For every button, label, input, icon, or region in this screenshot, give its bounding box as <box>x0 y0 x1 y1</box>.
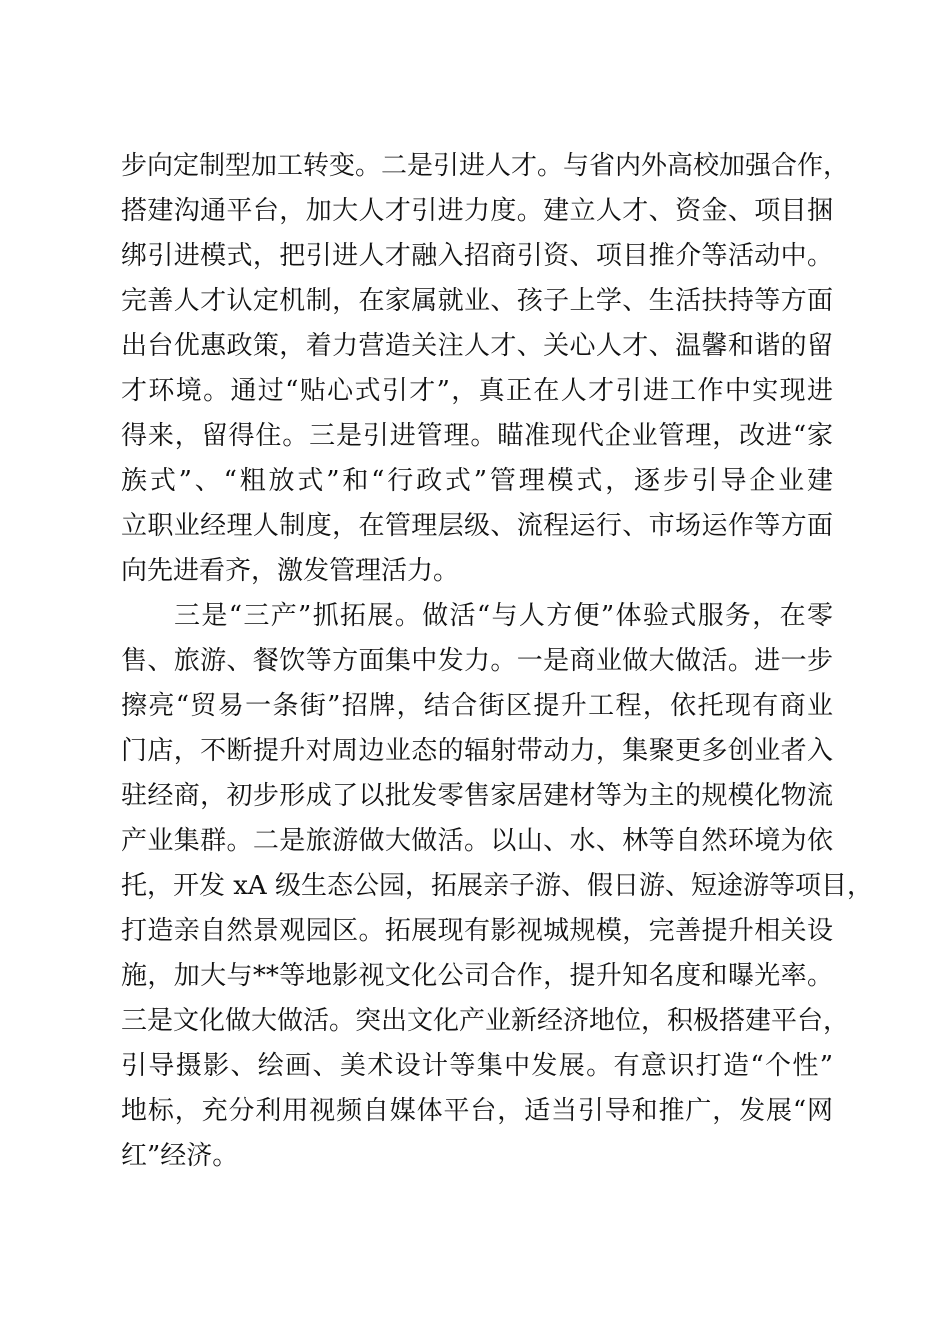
paragraph-1-line-3: 绑引进模式，把引进人才融入招商引资、项目推介等活动中。 <box>121 241 833 271</box>
paragraph-2-line-8: 打造亲自然景观园区。拓展现有影视城规模，完善提升相关设 <box>121 916 833 946</box>
paragraph-1-line-2: 搭建沟通平台，加大人才引进力度。建立人才、资金、项目捆 <box>121 196 833 226</box>
paragraph-1-line-7: 得来，留得住。三是引进管理。瞄准现代企业管理，改进“家 <box>121 421 833 451</box>
paragraph-2-line-12: 地标，充分利用视频自媒体平台，适当引导和推广，发展“网 <box>121 1096 833 1126</box>
paragraph-2-line-13: 红”经济。 <box>121 1141 239 1171</box>
paragraph-2-line-4: 门店，不断提升对周边业态的辐射带动力，集聚更多创业者入 <box>121 736 833 766</box>
paragraph-1-line-10: 向先进看齐，激发管理活力。 <box>121 556 460 586</box>
paragraph-1-line-5: 出台优惠政策，着力营造关注人才、关心人才、温馨和谐的留 <box>121 331 833 361</box>
paragraph-2-line-1: 三是“三产”抓拓展。做活“与人方便”体验式服务，在零 <box>174 601 833 631</box>
paragraph-1-line-8: 族式”、“粗放式”和“行政式”管理模式，逐步引导企业建 <box>121 466 833 496</box>
paragraph-2-line-10: 三是文化做大做活。突出文化产业新经济地位，积极搭建平台， <box>121 1006 850 1036</box>
paragraph-2-line-7: 托，开发 xA 级生态公园，拓展亲子游、假日游、短途游等项目， <box>121 871 873 901</box>
paragraph-1-line-9: 立职业经理人制度，在管理层级、流程运行、市场运作等方面 <box>121 511 833 541</box>
paragraph-2-line-6: 产业集群。二是旅游做大做活。以山、水、林等自然环境为依 <box>121 826 833 856</box>
paragraph-1-line-6: 才环境。通过“贴心式引才”，真正在人才引进工作中实现进 <box>121 376 833 406</box>
paragraph-2-line-9: 施，加大与**等地影视文化公司合作，提升知名度和曝光率。 <box>121 961 833 991</box>
paragraph-2-line-11: 引导摄影、绘画、美术设计等集中发展。有意识打造“个性” <box>121 1051 833 1081</box>
paragraph-2-line-2: 售、旅游、餐饮等方面集中发力。一是商业做大做活。进一步 <box>121 646 833 676</box>
paragraph-2-line-3: 擦亮“贸易一条街”招牌，结合街区提升工程，依托现有商业 <box>121 691 833 721</box>
paragraph-2-line-5: 驻经商，初步形成了以批发零售家居建材等为主的规模化物流 <box>121 781 833 811</box>
paragraph-1-line-1: 步向定制型加工转变。二是引进人才。与省内外高校加强合作， <box>121 151 850 181</box>
paragraph-1-line-4: 完善人才认定机制，在家属就业、孩子上学、生活扶持等方面 <box>121 286 833 316</box>
